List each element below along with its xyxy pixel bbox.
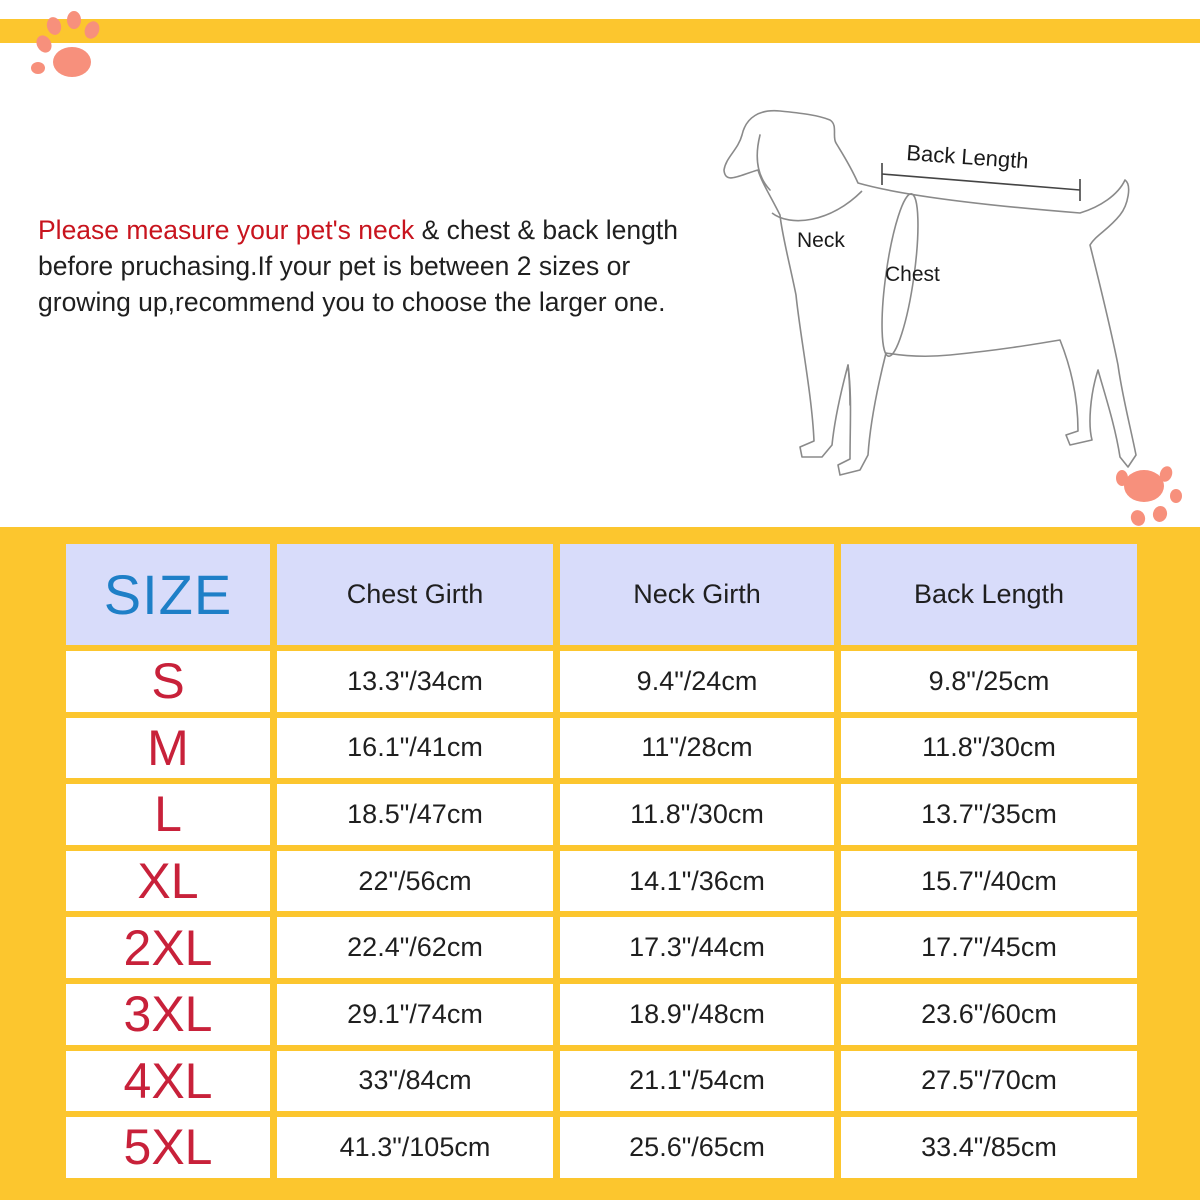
table-cell: 15.7"/40cm — [841, 851, 1137, 912]
table-cell: 18.9"/48cm — [560, 984, 834, 1045]
top-accent-bar — [0, 19, 1200, 43]
table-cell: 11"/28cm — [560, 718, 834, 779]
table-header-cell: Back Length — [841, 544, 1137, 645]
table-cell: 22.4"/62cm — [277, 917, 553, 978]
table-cell: 18.5"/47cm — [277, 784, 553, 845]
table-cell: 11.8"/30cm — [560, 784, 834, 845]
paw-print-icon — [26, 4, 106, 84]
table-cell: 41.3"/105cm — [277, 1117, 553, 1178]
table-cell: 21.1"/54cm — [560, 1051, 834, 1112]
table-cell: 16.1"/41cm — [277, 718, 553, 779]
table-cell: 17.7"/45cm — [841, 917, 1137, 978]
measurement-instructions — [38, 212, 698, 320]
table-cell: 11.8"/30cm — [841, 718, 1137, 779]
table-cell: 33.4"/85cm — [841, 1117, 1137, 1178]
size-label-cell: 4XL — [66, 1051, 270, 1112]
size-label-cell: L — [66, 784, 270, 845]
size-label-cell: 2XL — [66, 917, 270, 978]
table-cell: 27.5"/70cm — [841, 1051, 1137, 1112]
table-cell: 22"/56cm — [277, 851, 553, 912]
size-label-cell: M — [66, 718, 270, 779]
instruction-highlight: Please measure your pet's neck — [38, 215, 415, 245]
neck-label: Neck — [797, 229, 845, 252]
back-length-label: Back Length — [905, 140, 1030, 174]
table-header-cell: Chest Girth — [277, 544, 553, 645]
chest-label: Chest — [885, 263, 940, 286]
size-chart-table — [66, 544, 1137, 1178]
table-cell: 13.7"/35cm — [841, 784, 1137, 845]
dog-measurement-diagram — [700, 95, 1160, 495]
size-label-cell: 3XL — [66, 984, 270, 1045]
table-cell: 29.1"/74cm — [277, 984, 553, 1045]
table-cell: 23.6"/60cm — [841, 984, 1137, 1045]
table-cell: 9.8"/25cm — [841, 651, 1137, 712]
table-cell: 9.4"/24cm — [560, 651, 834, 712]
table-header-cell: SIZE — [66, 544, 270, 645]
size-label-cell: XL — [66, 851, 270, 912]
table-cell: 25.6"/65cm — [560, 1117, 834, 1178]
table-header-cell: Neck Girth — [560, 544, 834, 645]
instruction-text: & chest & back length before pruchasing.If your pet is between 2 sizes or growing up,recommend you to choose the larger one. — [38, 215, 678, 317]
table-cell: 14.1"/36cm — [560, 851, 834, 912]
table-cell: 33"/84cm — [277, 1051, 553, 1112]
size-label-cell: S — [66, 651, 270, 712]
table-cell: 13.3"/34cm — [277, 651, 553, 712]
table-cell: 17.3"/44cm — [560, 917, 834, 978]
size-label-cell: 5XL — [66, 1117, 270, 1178]
paw-print-icon — [1110, 456, 1190, 536]
